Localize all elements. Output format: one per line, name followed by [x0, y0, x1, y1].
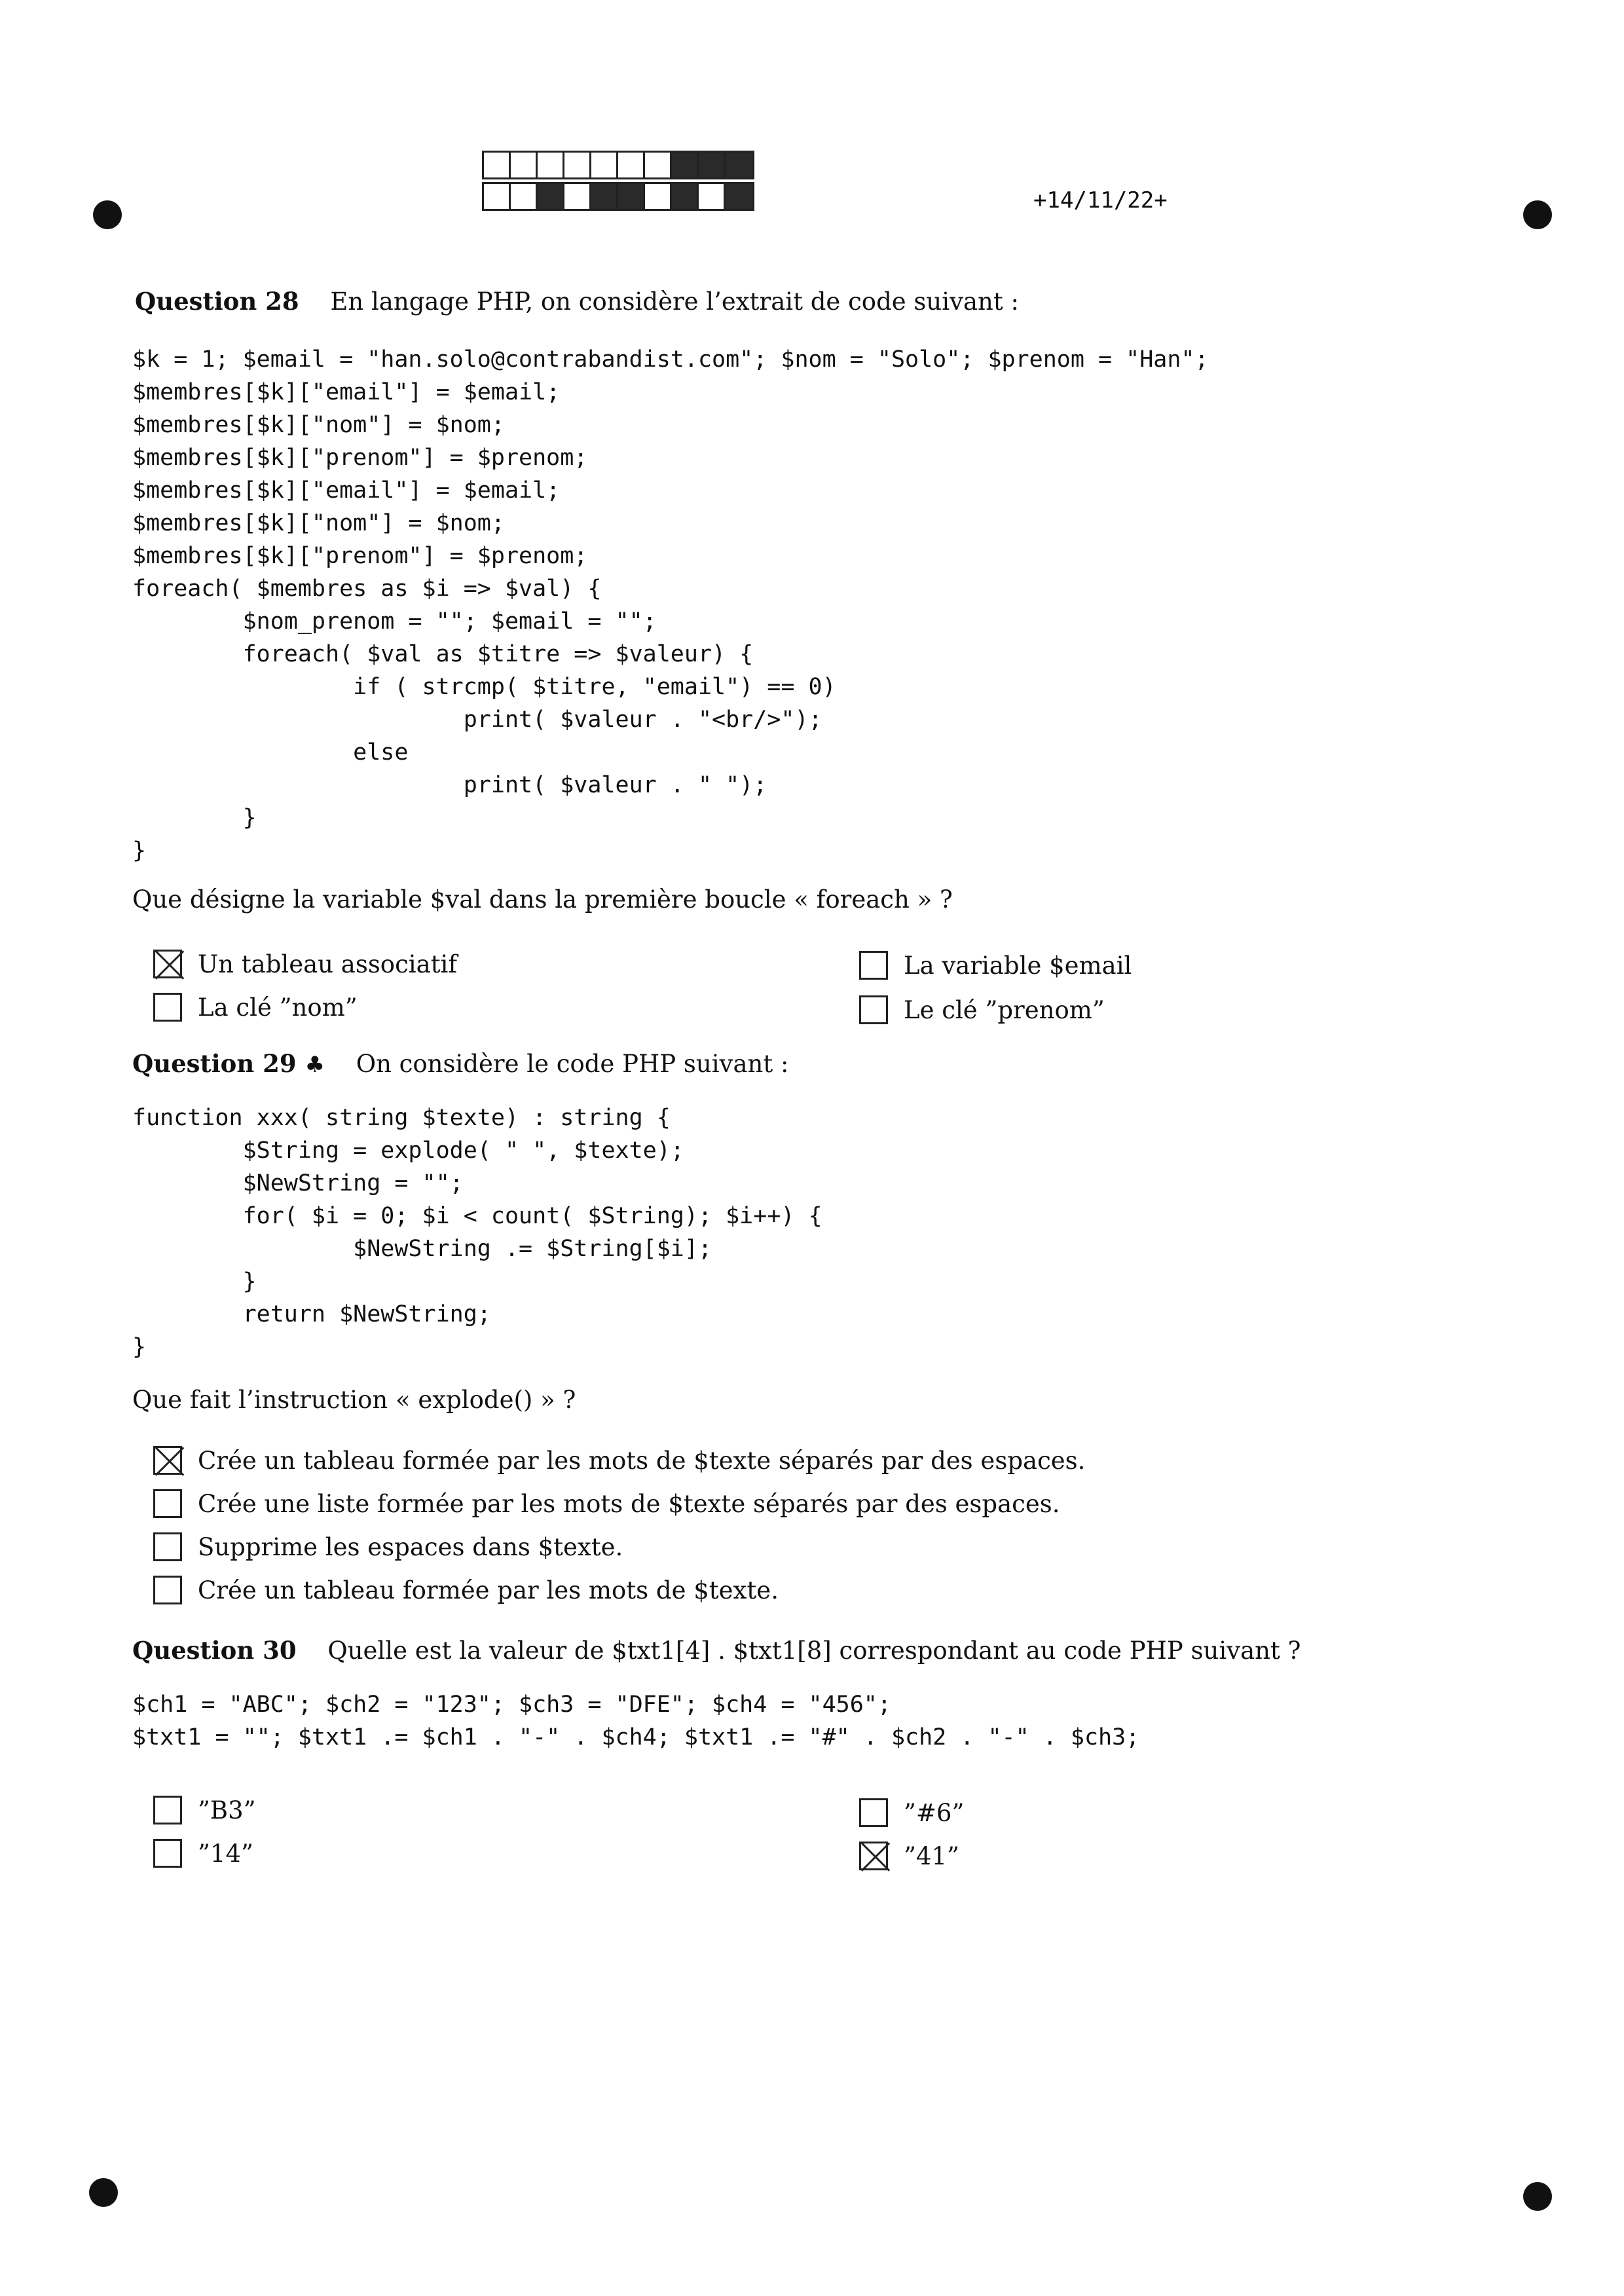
option-label: ”B3” — [198, 1796, 256, 1824]
checkbox[interactable] — [859, 995, 888, 1024]
checkbox[interactable] — [153, 1839, 182, 1868]
barcode-bottom — [482, 182, 754, 211]
q30-option-4[interactable] — [859, 1842, 959, 1870]
question-28-prompt: Que désigne la variable $val dans la première boucle « foreach » ? — [132, 885, 953, 914]
q30-option-1[interactable] — [153, 1796, 256, 1824]
checkbox[interactable] — [153, 1796, 182, 1824]
code-block-q29: function xxx( string $texte) : string { $String = explode( " ", $texte); $NewString = ""; for( $i = 0; $i < count( $String); $i++) { $NewString .= $String[$i]; } return $NewString; } — [132, 1105, 822, 1360]
checkbox[interactable] — [859, 1798, 888, 1827]
question-number: Question 28 — [135, 287, 299, 316]
barcode-cell-empty — [699, 184, 726, 209]
checkbox[interactable] — [153, 1576, 182, 1604]
option-label: Crée une liste formée par les mots de $texte séparés par des espaces. — [198, 1489, 1060, 1518]
barcode-cell-empty — [484, 184, 511, 209]
barcode-cell-filled — [538, 184, 564, 209]
barcode-top — [482, 151, 754, 179]
option-label: La variable $email — [904, 951, 1132, 980]
option-label: Supprime les espaces dans $texte. — [198, 1532, 623, 1561]
barcode-cell-filled — [618, 184, 645, 209]
question-title: Quelle est la valeur de $txt1[4] . $txt1[8] correspondant au code PHP suivant ? — [327, 1637, 1301, 1665]
q29-option-2[interactable] — [153, 1489, 1060, 1518]
registration-mark-bottom-left — [89, 2178, 118, 2207]
question-title: En langage PHP, on considère l’extrait de code suivant : — [330, 287, 1019, 316]
barcode-cell-empty — [645, 153, 672, 177]
question-title: On considère le code PHP suivant : — [356, 1050, 789, 1078]
option-label: ”#6” — [904, 1798, 965, 1827]
q28-option-4[interactable] — [859, 995, 1105, 1024]
barcode-cell-filled — [672, 184, 699, 209]
barcode-cell-empty — [484, 153, 511, 177]
checkbox-checked[interactable] — [859, 1842, 888, 1870]
checkbox[interactable] — [153, 993, 182, 1022]
barcode-cell-empty — [564, 153, 591, 177]
registration-mark-top-left — [93, 200, 122, 229]
barcode-cell-empty — [538, 153, 564, 177]
question-number: Question 30 — [132, 1636, 297, 1665]
barcode-cell-empty — [511, 153, 538, 177]
checkbox[interactable] — [153, 1489, 182, 1518]
q30-option-2[interactable] — [859, 1798, 964, 1827]
option-label: Crée un tableau formée par les mots de $texte. — [198, 1576, 779, 1604]
question-29-header — [132, 1049, 788, 1078]
option-label: La clé ”nom” — [198, 993, 358, 1022]
option-label: Crée un tableau formée par les mots de $texte séparés par des espaces. — [198, 1446, 1086, 1475]
code-block-q28: $k = 1; $email = "han.solo@contrabandist.com"; $nom = "Solo"; $prenom = "Han"; $membres[$k]["email"] = $email; $membres[$k]["nom"] = $nom; $membres[$k]["prenom"] = $prenom; $membres[$k]["email"] = $email; $membres[$k]["nom"] = $nom; $membres[$k]["prenom"] = $prenom; foreach( $membres as $i => $val) { $nom_prenom = ""; $email = ""; foreach( $val as $titre => $valeur) { if ( strcmp( $titre, "email") == 0) print( $valeur . "<br/>"); else print( $valeur . " "); } } — [132, 346, 1209, 864]
barcode-cell-filled — [726, 153, 752, 177]
page-code: +14/11/22+ — [1033, 187, 1168, 213]
barcode-cell-filled — [672, 153, 699, 177]
question-number: Question 29 ♣ — [132, 1049, 325, 1078]
registration-mark-top-right — [1523, 200, 1552, 229]
barcode-cell-empty — [618, 153, 645, 177]
question-29-prompt: Que fait l’instruction « explode() » ? — [132, 1386, 576, 1414]
barcode-cell-empty — [591, 153, 618, 177]
q30-option-3[interactable] — [153, 1839, 253, 1868]
barcode-cell-empty — [645, 184, 672, 209]
barcode-cell-empty — [511, 184, 538, 209]
option-label: ”14” — [198, 1839, 253, 1868]
barcode-cell-filled — [699, 153, 726, 177]
q29-option-4[interactable] — [153, 1576, 779, 1604]
checkbox[interactable] — [153, 1532, 182, 1561]
barcode-cell-filled — [591, 184, 618, 209]
q29-option-3[interactable] — [153, 1532, 623, 1561]
option-label: Le clé ”prenom” — [904, 995, 1105, 1024]
option-label: ”41” — [904, 1842, 959, 1870]
barcode-cell-empty — [564, 184, 591, 209]
code-block-q30: $ch1 = "ABC"; $ch2 = "123"; $ch3 = "DFE"; $ch4 = "456"; $txt1 = ""; $txt1 .= $ch1 . "-" . $ch4; $txt1 .= "#" . $ch2 . "-" . $ch3; — [132, 1692, 1140, 1750]
q29-option-1[interactable] — [153, 1446, 1085, 1475]
checkbox[interactable] — [859, 951, 888, 980]
club-icon: ♣ — [304, 1052, 325, 1078]
question-30-header — [132, 1636, 1301, 1665]
barcode-cell-filled — [726, 184, 752, 209]
option-label: Un tableau associatif — [198, 950, 458, 978]
checkbox-checked[interactable] — [153, 1446, 182, 1475]
registration-mark-bottom-right — [1523, 2182, 1552, 2211]
checkbox-checked[interactable] — [153, 950, 182, 978]
q28-option-2[interactable] — [859, 951, 1132, 980]
question-28-header — [135, 287, 1019, 316]
q28-option-1[interactable] — [153, 950, 457, 978]
q28-option-3[interactable] — [153, 993, 358, 1022]
